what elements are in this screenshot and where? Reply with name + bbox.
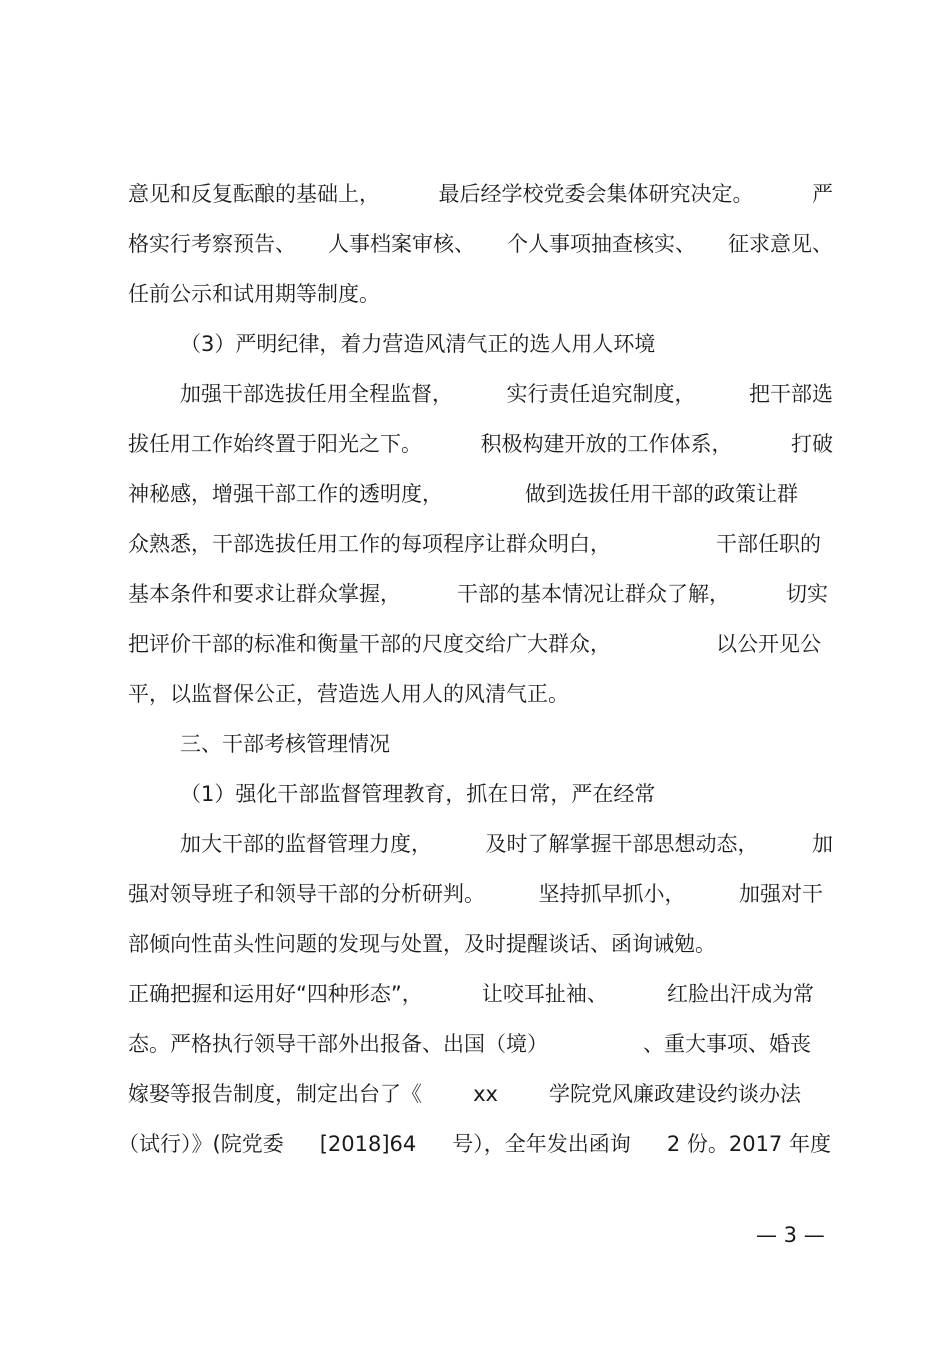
text-segment: 积极构建开放的工作体系， <box>480 432 733 456</box>
text-segment: 人事档案审核、 <box>328 232 475 256</box>
text-line <box>128 279 833 309</box>
text-line <box>128 529 821 559</box>
text-segment: （1）强化干部监督管理教育，抓在日常，严在经常 <box>180 782 656 806</box>
text-line <box>128 1029 811 1059</box>
text-segment: 让咬耳扯袖、 <box>481 982 608 1006</box>
text-segment: 干部任职的 <box>716 532 821 556</box>
text-segment: [2018]64 <box>319 1132 417 1156</box>
text-line <box>128 479 798 509</box>
text-line <box>128 979 814 1009</box>
text-segment: 加 <box>812 832 833 856</box>
text-segment: 态。严格执行领导干部外出报备、出国（境） <box>128 1032 548 1056</box>
text-segment: 强对领导班子和领导干部的分析研判。 <box>128 882 485 906</box>
text-segment: 平，以监督保公正，营造选人用人的风清气正。 <box>128 682 569 706</box>
text-segment: 2 份。2017 年度 <box>666 1132 831 1156</box>
text-line <box>128 579 828 609</box>
text-segment: 严 <box>812 182 833 206</box>
text-segment: 实行责任追究制度， <box>506 382 696 406</box>
text-segment: （试行）》(院党委 <box>118 1132 284 1156</box>
text-segment: 三、干部考核管理情况 <box>180 732 390 756</box>
text-segment: 干部的基本情况让群众了解， <box>457 582 730 606</box>
text-segment: xx <box>473 1082 498 1106</box>
text-segment: 学院党风廉政建设约谈办法 <box>548 1082 801 1106</box>
text-segment: 加强干部选拔任用全程监督， <box>180 382 453 406</box>
text-segment: 基本条件和要求让群众掌握， <box>128 582 401 606</box>
text-segment: 众熟悉，干部选拔任用工作的每项程序让群众明白， <box>128 532 611 556</box>
text-segment: 及时了解掌握干部思想动态， <box>485 832 759 856</box>
text-segment: 嫁娶等报告制度，制定出台了《 <box>128 1082 422 1106</box>
text-segment: （3）严明纪律，着力营造风清气正的选人用人环境 <box>180 332 656 356</box>
text-segment: 格实行考察预告、 <box>128 232 296 256</box>
text-segment: 坚持抓早抓小， <box>538 882 686 906</box>
text-segment: 以公开见公 <box>716 632 821 656</box>
text-line <box>180 829 833 859</box>
section-heading <box>180 729 833 759</box>
text-segment: 拔任用工作始终置于阳光之下。 <box>128 432 422 456</box>
text-segment: 正确把握和运用好“四种形态”， <box>128 982 423 1006</box>
text-segment: 打破 <box>791 432 833 456</box>
text-line <box>128 879 823 909</box>
text-segment: 切实 <box>786 582 828 606</box>
text-line <box>128 229 833 259</box>
text-segment: 任前公示和试用期等制度。 <box>128 282 380 306</box>
text-segment: 、重大事项、婚丧 <box>643 1032 811 1056</box>
text-segment: 个人事项抽查核实、 <box>507 232 696 256</box>
text-line <box>128 179 833 209</box>
text-segment: 红脸出汗成为常 <box>666 982 814 1006</box>
text-segment: 意见和反复酝酿的基础上， <box>128 182 380 206</box>
text-segment: 部倾向性苗头性问题的发现与处置，及时提醒谈话、函询诫勉。 <box>128 932 716 956</box>
text-segment: 加大干部的监督管理力度， <box>180 832 432 856</box>
text-segment: 把干部选 <box>749 382 833 406</box>
text-line <box>128 429 833 459</box>
text-line <box>180 379 833 409</box>
text-line <box>128 929 833 959</box>
text-segment: 加强对干 <box>739 882 823 906</box>
text-line <box>118 1129 831 1159</box>
text-segment: 号），全年发出函询 <box>452 1132 631 1156</box>
text-segment: 做到选拔任用干部的政策让群 <box>525 482 798 506</box>
text-segment: 最后经学校党委会集体研究决定。 <box>438 182 754 206</box>
text-segment: 把评价干部的标准和衡量干部的尺度交给广大群众， <box>128 632 611 656</box>
text-line <box>128 1079 801 1109</box>
page-number: — 3 — <box>756 1223 825 1247</box>
text-line <box>128 679 833 709</box>
text-segment: 征求意见、 <box>728 232 833 256</box>
text-segment: 神秘感，增强干部工作的透明度， <box>128 482 443 506</box>
section-subheading <box>180 779 833 809</box>
text-line <box>128 629 821 659</box>
section-subheading <box>180 329 833 359</box>
